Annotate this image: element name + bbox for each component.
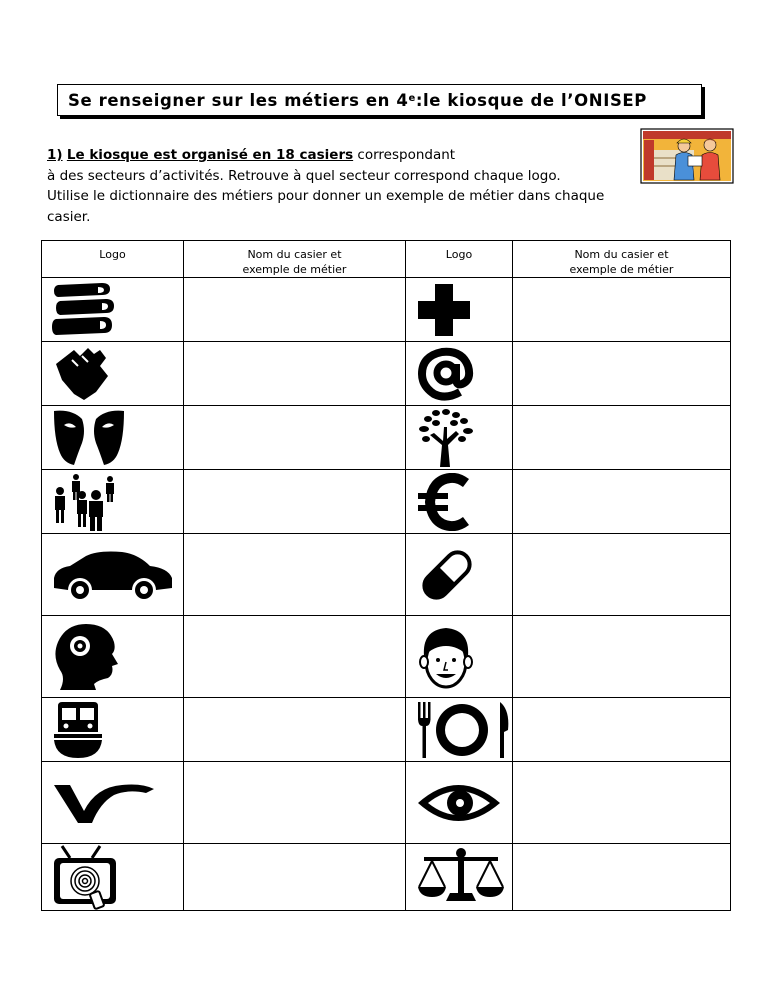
people-icon xyxy=(52,473,116,531)
instructions-line-1 xyxy=(47,145,667,166)
scales-icon xyxy=(416,847,506,907)
answer-cell[interactable] xyxy=(184,616,406,698)
answer-cell[interactable] xyxy=(184,698,406,762)
masks-icon xyxy=(52,409,126,467)
at-sign-icon xyxy=(416,346,474,402)
answer-cell[interactable] xyxy=(513,278,731,342)
logo-table xyxy=(41,240,731,911)
tree-icon xyxy=(416,409,474,467)
head-profile-icon xyxy=(52,622,122,692)
answer-cell[interactable] xyxy=(513,534,731,616)
instructions-line-4: casier. xyxy=(47,208,91,225)
instructions-line-3: Utilise le dictionnaire des métiers pour donner un exemple de métier dans chaque xyxy=(47,188,605,204)
logo-cell xyxy=(406,534,513,616)
car-icon xyxy=(52,550,174,600)
logo-cell xyxy=(406,406,513,470)
header-name-left: Nom du casier et exemple de métier xyxy=(184,241,406,278)
question-number: 1) xyxy=(47,147,63,163)
check-swoosh-icon xyxy=(52,781,156,825)
train-icon xyxy=(52,700,104,760)
answer-cell[interactable] xyxy=(513,844,731,911)
table-row xyxy=(42,470,731,534)
logo-cell xyxy=(42,616,184,698)
plate-cutlery-icon xyxy=(416,700,512,760)
title-superscript: e xyxy=(408,92,416,104)
eye-icon xyxy=(416,779,502,827)
table-row xyxy=(42,342,731,406)
instructions-lead: Le kiosque est organisé en 18 casiers xyxy=(66,147,354,163)
logo-cell xyxy=(42,406,184,470)
table-row xyxy=(42,762,731,844)
table-row xyxy=(42,278,731,342)
answer-cell[interactable] xyxy=(184,470,406,534)
logo-cell xyxy=(42,278,184,342)
logo-cell xyxy=(42,844,184,911)
title-text: Se renseigner sur les métiers en 4 xyxy=(68,90,409,110)
logo-cell xyxy=(42,698,184,762)
logo-cell xyxy=(406,762,513,844)
answer-cell[interactable] xyxy=(513,342,731,406)
logo-cell xyxy=(406,470,513,534)
answer-cell[interactable] xyxy=(513,616,731,698)
logo-cell xyxy=(42,762,184,844)
answer-cell[interactable] xyxy=(513,762,731,844)
tv-icon xyxy=(52,844,118,910)
answer-cell[interactable] xyxy=(184,534,406,616)
logo-cell xyxy=(406,616,513,698)
table-row xyxy=(42,616,731,698)
table-row xyxy=(42,698,731,762)
cross-icon xyxy=(416,282,472,338)
table-row xyxy=(42,534,731,616)
logo-cell xyxy=(406,698,513,762)
logo-cell xyxy=(406,278,513,342)
instructions xyxy=(47,145,667,227)
instructions-line-1-rest: correspondant xyxy=(353,147,456,163)
logo-cell xyxy=(42,470,184,534)
instructions-line-2: à des secteurs d’activités. Retrouve à quel secteur correspond chaque logo. xyxy=(47,167,561,184)
table-row xyxy=(42,844,731,911)
logo-cell xyxy=(42,534,184,616)
header-logo-right: Logo xyxy=(406,241,513,278)
logo-cell xyxy=(406,844,513,911)
pill-icon xyxy=(416,544,478,606)
table-header-row xyxy=(42,241,731,278)
answer-cell[interactable] xyxy=(513,698,731,762)
face-cap-icon xyxy=(416,624,476,690)
header-name-right: Nom du casier et exemple de métier xyxy=(513,241,731,278)
glove-icon xyxy=(52,346,112,402)
table-row xyxy=(42,406,731,470)
answer-cell[interactable] xyxy=(184,762,406,844)
logo-cell xyxy=(406,342,513,406)
euro-icon xyxy=(416,473,472,531)
answer-cell[interactable] xyxy=(513,470,731,534)
answer-cell[interactable] xyxy=(184,278,406,342)
books-icon xyxy=(52,281,118,339)
answer-cell[interactable] xyxy=(184,844,406,911)
title-text-end: :le kiosque de l’ONISEP xyxy=(415,90,647,110)
answer-cell[interactable] xyxy=(184,342,406,406)
page-title xyxy=(57,84,702,116)
answer-cell[interactable] xyxy=(184,406,406,470)
logo-cell xyxy=(42,342,184,406)
header-logo-left: Logo xyxy=(42,241,184,278)
answer-cell[interactable] xyxy=(513,406,731,470)
